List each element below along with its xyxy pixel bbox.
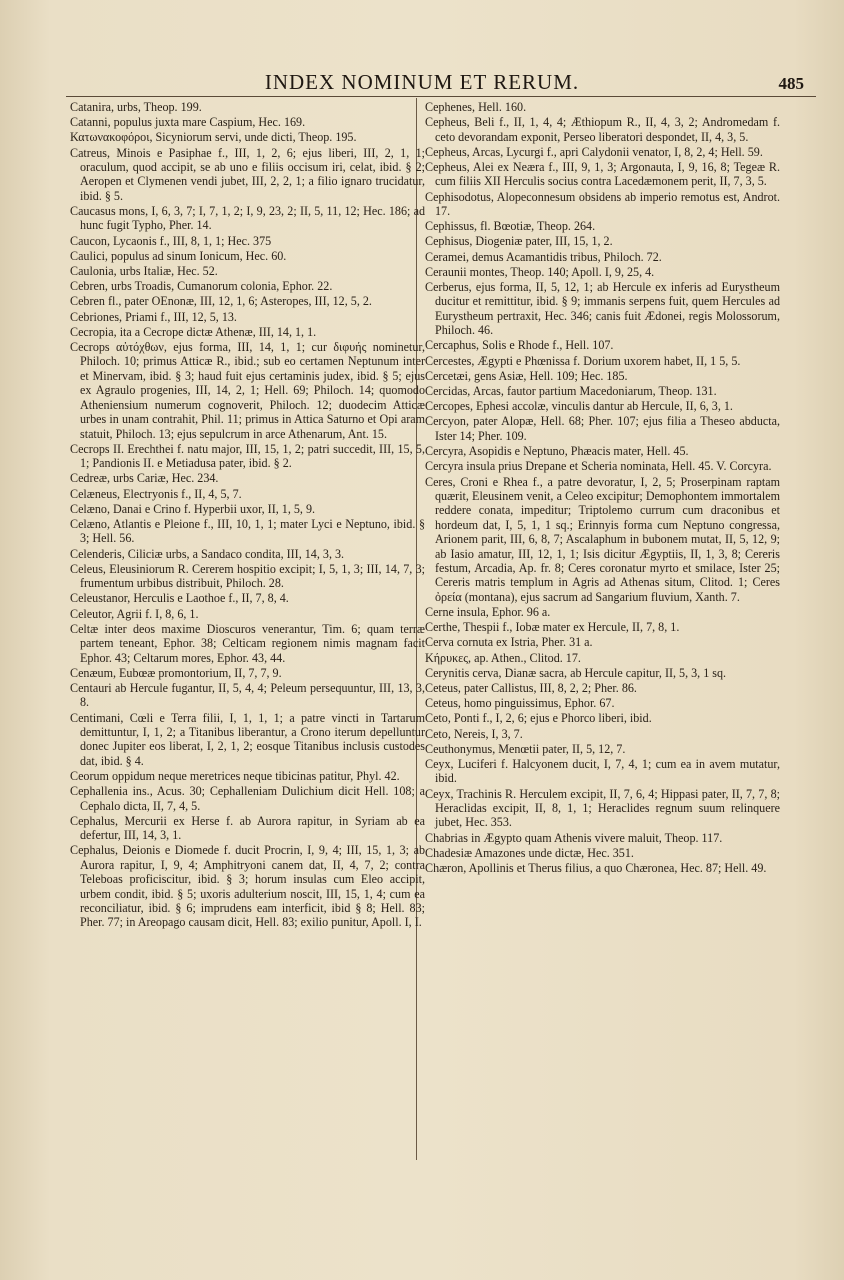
index-entry: Chadesiæ Amazones unde dictæ, Hec. 351. (425, 845, 634, 860)
index-entry: Ceres, Croni e Rhea f., a patre devoratur, I, 2, 5; Proserpinam raptam quærit, Eleusinem venit, a Celeo excipitur; Demophontem immortalem reddere conata, impeditur; Triptolemo currum cum draconibus et hordeum dat, I, 5, 1, 1 sq.; Erinnyis forma cum Neptuno congressa, Arionem parit, III, 6, 8, 7; Ascalaphum in bubonem mutat, II, 5, 12, 9; ab Iasio amatur, III, 12, 1, 1; Isis dicitur Ægyptiis, II, 1, 3, 8; Cereris festum, Arcadia, Ap. fr. 8; Ceres coronatur myrto et smilace, Ister 25; Cereris matris templum in Agris ad Athenas situm, Clitod. 1; Ceres ὀρεία (montana), ejus sacrum ad Sangarium fluvium, Xanth. 7. (425, 474, 780, 604)
index-entry: Cephalus, Deionis e Diomede f. ducit Procrin, I, 9, 4; III, 15, 1, 3; ab Aurora rapitur, I, 9, 4; Amphitryoni canem dat, II, 4, 7, 2; contra Teleboas proficiscitur, ibid. § 3; horum insulas cum Eleo accipit, urbem condit, ibid. § 5; uxoris adulterium noscit, III, 15, 1, 4; cum ea reconciliatur, ibid. § 6; imprudens eam interficit, ibid § 8; Hell. 83; Pher. 77; in Areopago causam dicit, Hell. 83; exilio punitur, Apoll. I, I. (70, 843, 425, 930)
index-entry: Κήρυκες, ap. Athen., Clitod. 17. (425, 650, 581, 665)
index-entry: Cephisus, Diogeniæ pater, III, 15, 1, 2. (425, 234, 613, 249)
index-entry: Catanni, populus juxta mare Caspium, Hec. 169. (70, 115, 306, 130)
index-entry: Celenderis, Ciliciæ urbs, a Sandaco condita, III, 14, 3, 3. (70, 546, 345, 561)
index-entry: Cerva cornuta ex Istria, Pher. 31 a. (425, 635, 593, 650)
index-entry: Ceyx, Luciferi f. Halcyonem ducit, I, 7, 4, 1; cum ea in avem mutatur, ibid. (425, 756, 780, 786)
index-entry: Cercaphus, Solis e Rhode f., Hell. 107. (425, 338, 614, 353)
index-entry: Cercyra, Asopidis e Neptuno, Phæacis mater, Hell. 45. (425, 444, 689, 459)
page-number: 485 (778, 74, 804, 93)
index-entry: Ceteus, homo pinguissimus, Ephor. 67. (425, 696, 615, 711)
index-entry: Celeustanor, Herculis e Laothoe f., II, 7, 8, 4. (70, 591, 289, 606)
index-entry: Certhe, Thespii f., Iobæ mater ex Hercule, II, 7, 8, 1. (425, 620, 680, 635)
index-entry: Celeus, Eleusiniorum R. Cererem hospitio excipit; I, 5, 1, 3; III, 14, 7, 3; frumentum urbibus distribuit, Philoch. 28. (70, 561, 425, 591)
index-entry: Cerberus, ejus forma, II, 5, 12, 1; ab Hercule ex inferis ad Eurystheum ducitur et remittitur, ibid. § 9; immanis serpens fuit, quem Hercules ad Eurystheum pertraxit, Hec. 346; canis fuit Ædonei, regis Molossorum, Philoch. 46. (425, 280, 780, 338)
index-entry: Ceramei, demus Acamantidis tribus, Philoch. 72. (425, 249, 662, 264)
index-entry: Cephisodotus, Alopeconnesum obsidens ab imperio remotus est, Androt. 17. (425, 189, 780, 219)
index-entry: Centimani, Cœli e Terra filii, I, 1, 1, 1; a patre vincti in Tartarum demittuntur, I, 1, 2; a Titanibus liberantur, a Crono iterum depelluntur donec Jupiter eos liberat, I, 2, 1, 2; eosque Titanibus inclusis custodes dat, ibid. § 4. (70, 710, 425, 768)
index-entry: Ceto, Ponti f., I, 2, 6; ejus e Phorco liberi, ibid. (425, 711, 652, 726)
left-column (70, 100, 425, 931)
index-entry: Cerne insula, Ephor. 96 a. (425, 604, 551, 619)
index-entry: Celæno, Atlantis e Pleione f., III, 10, 1, 1; mater Lyci e Neptuno, ibid. § 3; Hell. 56. (70, 516, 425, 546)
right-column (425, 100, 780, 876)
index-entry: Cerynitis cerva, Dianæ sacra, ab Hercule capitur, II, 5, 3, 1 sq. (425, 665, 727, 680)
index-entry: Caucasus mons, I, 6, 3, 7; I, 7, 1, 2; I, 9, 23, 2; II, 5, 11, 12; Hec. 186; ad hunc fugit Typho, Pher. 14. (70, 204, 425, 233)
index-entry: Cepheus, Beli f., II, 1, 4, 4; Æthiopum R., II, 4, 3, 2; Andromedam f. ceto devorandam exponit, Perseo liberatori despondet, II, 4, 3, 5. (425, 115, 780, 144)
index-entry: Ceteus, pater Callistus, III, 8, 2, 2; Pher. 86. (425, 680, 637, 695)
index-entry: Catreus, Minois e Pasiphae f., III, 1, 2, 6; ejus liberi, III, 2, 1, 1; oraculum, quod accipit, se ab uno e filiis occisum iri, celat, ibid. § 2; Aeropen et Clymenen vendi jubet, III, 2, 2, 1; a filio ignaro trucidatur, ibid. § 5. (70, 145, 425, 203)
index-entry: Κατωνακοφόροι, Sicyniorum servi, unde dicti, Theop. 195. (70, 130, 357, 145)
index-entry: Cephenes, Hell. 160. (425, 100, 527, 114)
index-entry: Caucon, Lycaonis f., III, 8, 1, 1; Hec. 375 (70, 233, 272, 248)
index-entry: Cebren fl., pater OEnonæ, III, 12, 1, 6; Asteropes, III, 12, 5, 2. (70, 294, 372, 309)
index-entry: Celæno, Danai e Crino f. Hyperbii uxor, II, 1, 5, 9. (70, 501, 316, 516)
index-entry: Chæron, Apollinis et Therus filius, a quo Chæronea, Hec. 87; Hell. 49. (425, 861, 767, 876)
index-entry: Caulonia, urbs Italiæ, Hec. 52. (70, 264, 218, 279)
page-header (0, 70, 844, 96)
index-entry: Chabrias in Ægypto quam Athenis vivere maluit, Theop. 117. (425, 830, 723, 845)
index-entry: Cedreæ, urbs Cariæ, Hec. 234. (70, 471, 219, 486)
index-entry: Cebren, urbs Troadis, Cumanorum colonia, Ephor. 22. (70, 279, 333, 294)
index-entry: Cercyon, pater Alopæ, Hell. 68; Pher. 107; ejus filia a Theseo abducta, Ister 14; Pher. 109. (425, 414, 780, 443)
index-entry: Cercyra insula prius Drepane et Scheria nominata, Hell. 45. V. Corcyra. (425, 459, 772, 474)
index-entry: Ceorum oppidum neque meretrices neque tibicinas patitur, Phyl. 42. (70, 769, 400, 783)
index-entry: Cephissus, fl. Bœotiæ, Theop. 264. (425, 219, 596, 234)
index-entry: Cercestes, Ægypti e Phœnissa f. Dorium uxorem habet, II, 1 5, 5. (425, 353, 741, 368)
index-entry: Celeutor, Agrii f. I, 8, 6, 1. (70, 606, 199, 621)
index-entry: Cercidas, Arcas, fautor partium Macedoniarum, Theop. 131. (425, 384, 717, 399)
index-entry: Cephalus, Mercurii ex Herse f. ab Aurora rapitur, in Syriam ab ea defertur, III, 14, 3, 1. (70, 813, 425, 843)
running-title: INDEX NOMINUM ET RERUM. (264, 70, 580, 94)
index-entry: Cercetæi, gens Asiæ, Hell. 109; Hec. 185. (425, 368, 628, 383)
index-entry: Cepheus, Alei ex Neæra f., III, 9, 1, 3; Argonauta, I, 9, 16, 8; Tegeæ R. cum filiis XII Herculis socius contra Lacedæmonem perit, II, 7, 3, 5. (425, 160, 780, 189)
index-entry: Cecropia, ita a Cecrope dictæ Athenæ, III, 14, 1, 1. (70, 324, 317, 339)
index-entry: Cercopes, Ephesi accolæ, vinculis dantur ab Hercule, II, 6, 3, 1. (425, 399, 733, 414)
index-entry: Caulici, populus ad sinum Ionicum, Hec. 60. (70, 248, 287, 263)
index-entry: Ceyx, Trachinis R. Herculem excipit, II, 7, 6, 4; Hippasi pater, II, 7, 7, 8; Heraclidas excipit, II, 8, 1, 1; Heraclides regnum suum relinquere jubet, Hec. 353. (425, 786, 780, 830)
index-entry: Celæneus, Electryonis f., II, 4, 5, 7. (70, 486, 242, 501)
index-entry: Cenæum, Eubœæ promontorium, II, 7, 7, 9. (70, 665, 282, 680)
index-entry: Celtæ inter deos maxime Dioscuros venerantur, Tim. 6; quam terræ partem teneant, Ephor. 38; Celticam regionem nimis magnam facit Ephor. 43; Celtarum mores, Ephor. 43, 44. (70, 621, 425, 665)
index-entry: Cecrops II. Erechthei f. natu major, III, 15, 1, 2; patri succedit, III, 15, 5, 1; Pandionis II. e Metiadusa pater, ibid. § 2. (70, 441, 425, 471)
index-entry: Ceraunii montes, Theop. 140; Apoll. I, 9, 25, 4. (425, 264, 655, 279)
index-entry: Cebriones, Priami f., III, 12, 5, 13. (70, 309, 237, 324)
index-entry: Catanira, urbs, Theop. 199. (70, 100, 202, 114)
header-rule (66, 96, 816, 97)
index-entry: Cecrops αὐτόχθων, ejus forma, III, 14, 1, 1; cur διφυής nominetur, Philoch. 10; primus Atticæ R., ibid.; sub eo certamen Neptunum inter et Minervam, ibid. § 3; haud fuit ejus certaminis judex, ibid. § 5; ejus ex Agraulo progenies, III, 14, 2, 1; Hell. 69; Philoch. 14; quomodo Atheniensium numerum cognoverit, Philoch. 12; duodecim Atticæ urbes in unam contrahit, Phil. 11; primus in Attica Saturno et Opi aram statuit, Philoch. 13; ejus sepulcrum in arce Athenarum, Ant. 15. (70, 340, 425, 441)
index-entry: Ceto, Nereis, I, 3, 7. (425, 726, 523, 741)
index-entry: Cepheus, Arcas, Lycurgi f., apri Calydonii venator, I, 8, 2, 4; Hell. 59. (425, 144, 763, 159)
index-entry: Ceuthonymus, Menœtii pater, II, 5, 12, 7. (425, 741, 626, 756)
index-entry: Centauri ab Hercule fugantur, II, 5, 4, 4; Peleum persequuntur, III, 13, 3, 8. (70, 680, 425, 710)
index-entry: Cephallenia ins., Acus. 30; Cephalleniam Dulichium dicit Hell. 108; a Cephalo dicta, II, 7, 4, 5. (70, 784, 425, 813)
